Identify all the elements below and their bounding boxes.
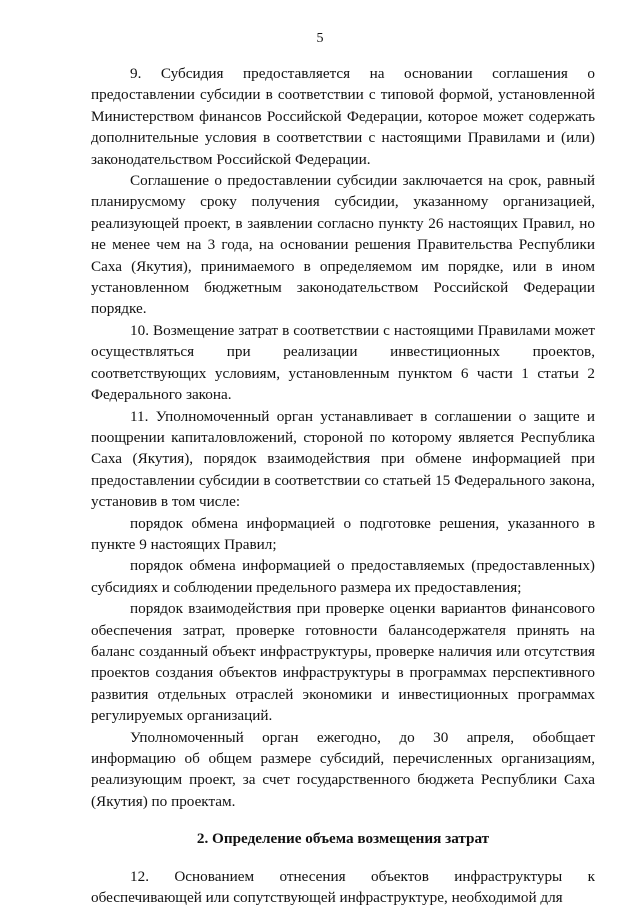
- paragraph-agreement-term: Соглашение о предоставлении субсидии заключается на срок, равный планирусмому сроку получения субсидии, указанному организацией, реализующей проект, в заявлении согласно пункту 26 настоящих Правил, но не менее чем на 3 года, на основании решения Правительства Республики Саха (Якутия), принимаемого в определяемом им порядке, или в ином установленном бюджетным законодательством Российской Федерации порядке.: [91, 172, 595, 318]
- paragraph-12: 12. Основанием отнесения объектов инфраструктуры к обеспечивающей или сопутствующей инфраструктуре, необходимой для: [91, 867, 595, 907]
- paragraph-11: 11. Уполномоченный орган устанавливает в соглашении о защите и поощрении капиталовложений, стороной по которому является Республика Саха (Якутия), порядок взаимодействия при обмене информацией при предоставлении субсидии в соответствии со статьей 15 Федерального закона, установив в том числе:: [91, 407, 595, 511]
- paragraph-10: 10. Возмещение затрат в соответствии с настоящими Правилами может осуществляться при реализации инвестиционных проектов, соответствующих условиям, установленным пунктом 6 части 1 статьи 2 Федерального закона.: [91, 321, 595, 404]
- document-body: [91, 63, 595, 908]
- section-heading: 2. Определение объема возмещения затрат: [196, 830, 490, 848]
- paragraph-annual-summary: Уполномоченный орган ежегодно, до 30 апреля, обобщает информацию об общем размере субсидий, перечисленных организациям, реализующим проект, за счет государственного бюджета Республики Саха (Якутия) по проектам.: [91, 728, 595, 810]
- page-number: 5: [316, 31, 324, 46]
- paragraph-11-item-3: порядок взаимодействия при проверке оценки вариантов финансового обеспечения затрат, проверке готовности балансодержателя принять на баланс созданный объект инфраструктуры, проверке наличия или отсутствия проектов создания объектов инфраструктуры в программах перспективного развития отдельных отраслей экономики и инвестиционных программах регулируемых организаций.: [91, 600, 595, 725]
- paragraph-11-item-2: порядок обмена информацией о предоставляемых (предоставленных) субсидиях и соблюдении предельного размера их предоставления;: [91, 557, 595, 596]
- paragraph-11-item-1: порядок обмена информацией о подготовке решения, указанного в пункте 9 настоящих Правил;: [91, 514, 595, 553]
- paragraph-9: 9. Субсидия предоставляется на основании соглашения о предоставлении субсидии в соответствии с типовой формой, установленной Министерством финансов Российской Федерации, которое может содержать дополнительные условия в соответствии с настоящими Правилами и (или) законодательством Российской Федерации.: [91, 65, 595, 168]
